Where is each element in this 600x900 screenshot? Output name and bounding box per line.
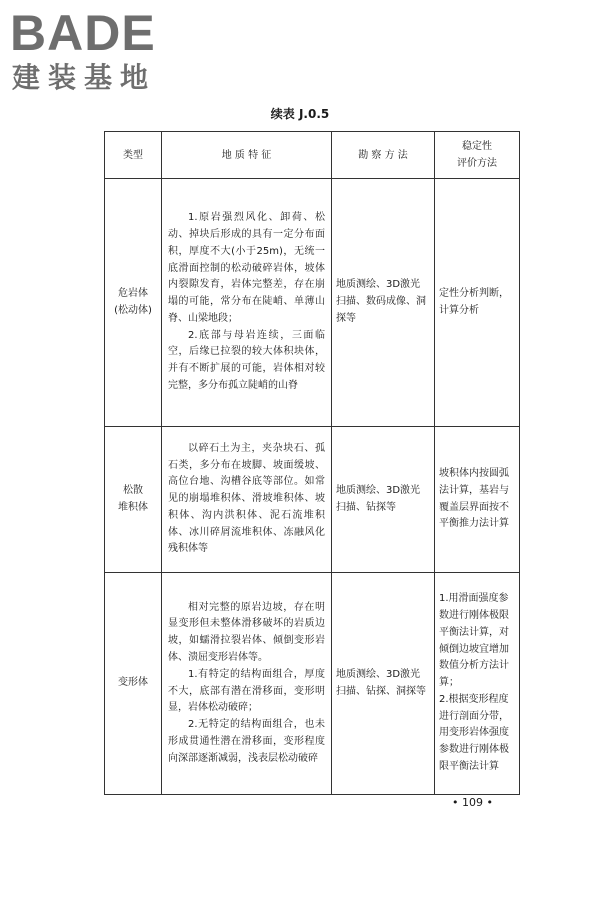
feature-paragraph: 相对完整的原岩边坡，存在明显变形但未整体滑移破坏的岩质边坡，如蠕滑拉裂岩体、倾倒变形岩体、溃屈变形岩体等。 xyxy=(168,601,325,663)
header-survey: 勘 察 方 法 xyxy=(332,132,435,179)
header-features: 地 质 特 征 xyxy=(162,132,332,179)
feature-paragraph: 1.有特定的结构面组合，厚度不大，底部有潜在滑移面，变形明显，岩体松动破碎； xyxy=(168,668,325,714)
table-title: 续表 J.0.5 xyxy=(270,107,330,121)
feature-paragraph: 1.原岩强烈风化、卸荷、松动、掉块后形成的具有一定分布面积，厚度不大(小于25m)，无统一底滑面控制的松动破碎岩体，坡体内裂隙发育，岩体完整差，存在崩塌的可能，常分布在陡峭、单薄山脊、山梁地段； xyxy=(168,212,325,324)
row-survey: 地质测绘、3D激光扫描、数码成像、洞探等 xyxy=(332,179,435,427)
table-row xyxy=(105,179,520,427)
row-type xyxy=(105,427,162,573)
row-type-line1: 变形体 xyxy=(118,677,148,689)
reference-table xyxy=(104,131,520,795)
evaluation-paragraph: 坡积体内按圆弧法计算，基岩与覆盖层界面按不平衡推力法计算 xyxy=(439,467,509,530)
header-evaluation-line1: 稳定性 xyxy=(462,141,492,152)
row-features xyxy=(162,427,332,573)
table-row xyxy=(105,573,520,795)
header-evaluation xyxy=(435,132,520,179)
row-type xyxy=(105,179,162,427)
feature-paragraph: 以碎石土为主，夹杂块石、孤石类，多分布在坡脚、坡面缓坡、高位台地、沟槽谷底等部位。如常见的崩塌堆积体、滑坡堆积体、坡积体、沟内洪积体、泥石流堆积体、冰川碎屑流堆积体、冻融风化残积体等 xyxy=(168,442,325,555)
row-evaluation xyxy=(435,427,520,573)
row-features xyxy=(162,573,332,795)
table-row xyxy=(105,427,520,573)
table-header-row xyxy=(105,132,520,179)
evaluation-paragraph: 定性分析判断，计算分析 xyxy=(439,287,509,316)
evaluation-paragraph: 1.用滑面强度参数进行刚体极限平衡法计算，对倾倒边坡宜增加数值分析方法计算； xyxy=(439,593,509,689)
header-evaluation-line2: 评价方法 xyxy=(457,158,497,169)
row-evaluation xyxy=(435,179,520,427)
logo-wordmark: BADE xyxy=(10,5,156,61)
feature-paragraph: 2.底部与母岩连续，三面临空，后缘已拉裂的较大体积块体，并有不断扩展的可能，岩体相对较完整，多分布孤立陡峭的山脊 xyxy=(168,329,325,392)
logo xyxy=(10,6,185,96)
feature-paragraph: 2.无特定的结构面组合，也未形成贯通性潜在滑移面，变形程度向深部逐渐减弱，浅表层松动破碎 xyxy=(168,719,325,764)
row-features xyxy=(162,179,332,427)
row-survey: 地质测绘、3D激光扫描、钻探等 xyxy=(332,427,435,573)
header-type: 类型 xyxy=(105,132,162,179)
row-type xyxy=(105,573,162,795)
logo-subtitle: 建装基地 xyxy=(12,61,157,94)
row-type-line1: 危岩体 xyxy=(118,287,148,299)
row-survey: 地质测绘、3D激光扫描、钻探、洞探等 xyxy=(332,573,435,795)
page-number: • 109 • xyxy=(452,796,493,809)
row-type-line1: 松散 xyxy=(123,484,143,496)
evaluation-paragraph: 2.根据变形程度进行剖面分带，用变形岩体强度参数进行刚体极限平衡法计算 xyxy=(439,693,509,773)
row-type-line2: (松动体) xyxy=(114,304,152,316)
row-evaluation xyxy=(435,573,520,795)
row-type-line2: 堆积体 xyxy=(118,501,148,513)
